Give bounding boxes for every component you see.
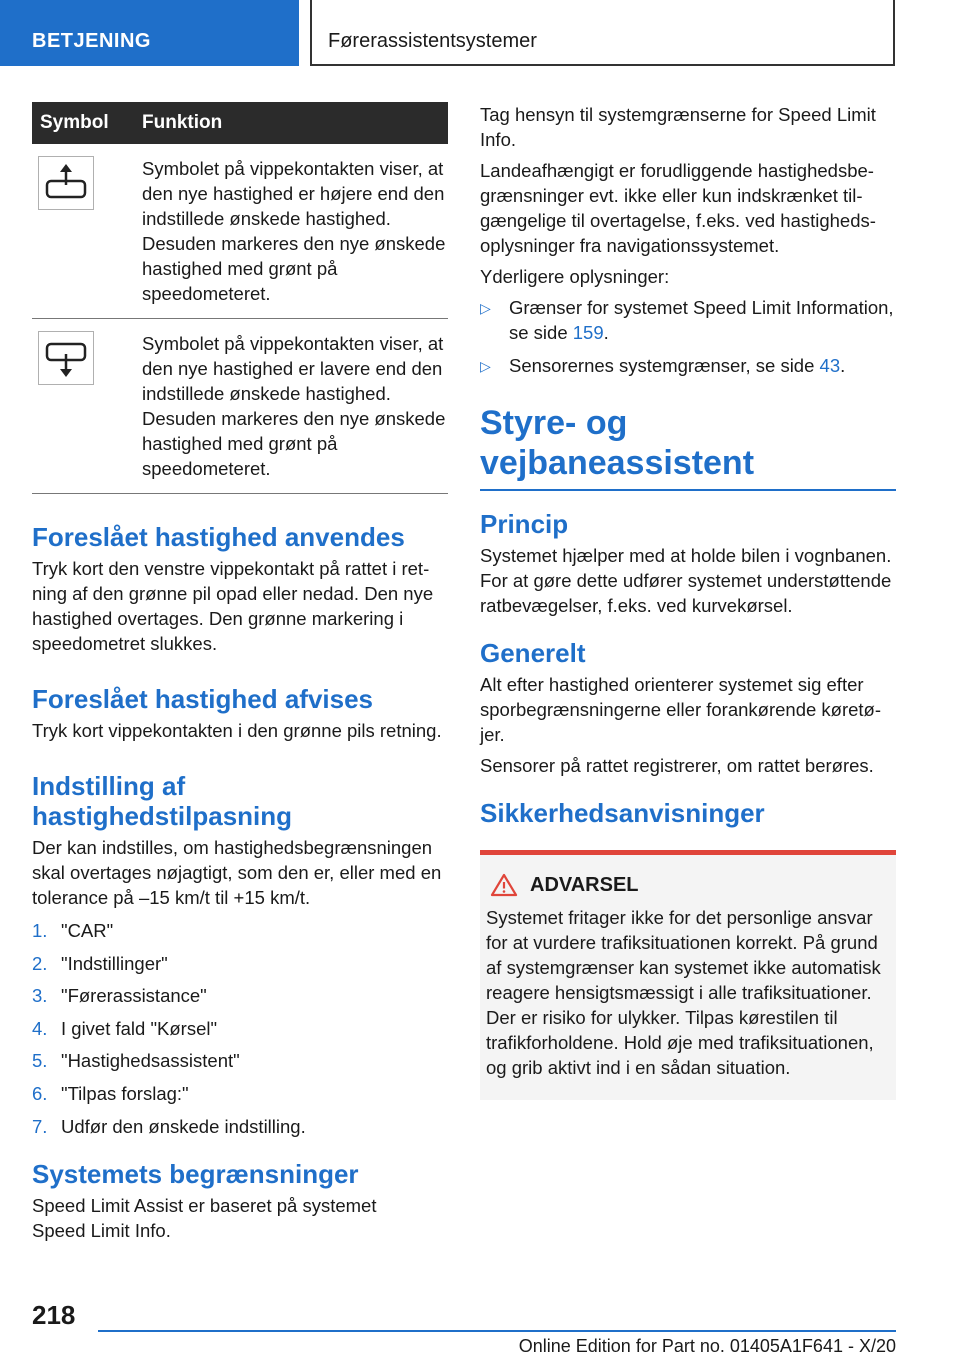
- heading-limits: Systemets begrænsninger: [32, 1158, 359, 1189]
- heading-reject: Foreslået hastighed afvises: [32, 684, 374, 714]
- triangle-bullet-icon: ▷: [480, 300, 491, 316]
- list-item: 2. "Indstillinger": [32, 952, 168, 974]
- page-header: [0, 0, 960, 66]
- reference-list: [480, 295, 896, 379]
- list-item: 5. "Hastighedsassistent": [32, 1050, 240, 1072]
- paragraph-accept: Tryk kort den venstre vippekontakt på rattet i retning af den grønne pil opad eller nedad. Den nye hastighed overtages. Den grønne markering i speedometret slukkes.: [32, 558, 434, 654]
- col-symbol-header: Symbol: [32, 102, 142, 144]
- paragraph-principle: Systemet hjælper med at holde bilen i vognbanen. For at gøre dette udfører systemet understøttende ratbevægelser, f.eks. ved kurvekørsel.: [480, 545, 892, 616]
- heading-principle: Princip: [480, 509, 569, 539]
- paragraph-general-2: Sensorer på rattet registrerer, om rattet berøres.: [480, 755, 874, 776]
- heading-safety: Sikkerhedsanvisninger: [480, 798, 765, 828]
- left-column: [32, 102, 448, 1249]
- list-item: 7. Udfør den ønskede indstilling.: [32, 1115, 306, 1137]
- list-item: 6. "Tilpas forslag:": [32, 1082, 189, 1104]
- paragraph-reject: Tryk kort vippekontakten i den grønne pils retning.: [32, 720, 442, 741]
- right-column: [480, 102, 896, 1100]
- heading-accept: Foreslået hastighed anvendes: [32, 522, 405, 552]
- triangle-bullet-icon: ▷: [480, 358, 491, 374]
- list-item: 4. I givet fald "Kørsel": [32, 1017, 218, 1039]
- footer-divider: [98, 1330, 896, 1332]
- heading-main: Styre- og vejbaneassistent: [480, 403, 896, 491]
- symbol-table: [32, 102, 448, 494]
- warning-triangle-icon: [490, 873, 518, 897]
- warning-box: [480, 850, 896, 1100]
- table-row: [32, 319, 448, 494]
- paragraph-3: Yderligere oplysninger:: [480, 266, 670, 287]
- warning-title: ADVARSEL: [530, 873, 639, 896]
- paragraph-setting: Der kan indstilles, om hastighedsbegrænsningen skal overtages nøjagtigt, som den er, eller med en tolerance på –15 km/t til +15 km/t.: [32, 837, 442, 908]
- list-item: ▷ Grænser for systemet Speed Limit Information, se side 159.: [480, 297, 894, 343]
- paragraph-limits: Speed Limit Assist er baseret på systemet Speed Limit Info.: [32, 1194, 377, 1241]
- footer-edition: Online Edition for Part no. 01405A1F641 - X/20: [518, 1336, 896, 1356]
- speed-down-icon: [38, 331, 94, 385]
- warning-text: Systemet fritager ikke for det personlige ansvar for at vurdere trafiksituationen korrekt. På grund af systemgrænser kan systemet ikke automatisk reagere hensigtsmæssigt i alle trafiksituationer. Der er risiko for ulykker. Tilpas kørestilen til trafikforholdene. Hold øje med trafiksituationen, og grib aktivt ind i en sådan situation.: [486, 907, 881, 1078]
- paragraph-general-1: Alt efter hastighed orienterer systemet sig efter sporbegrænsningerne eller forankørende køretøjer.: [480, 674, 882, 745]
- paragraph-2: Landeafhængigt er forudliggende hastighedsbegrænsninger evt. ikke eller kun indskrænket tilgængelige til overtagelse, f.eks. ved hastighedsoplysninger fra navigationssystemet.: [480, 160, 876, 256]
- steps-list: [32, 918, 448, 1139]
- chapter-title: Førerassistentsystemer: [310, 0, 895, 66]
- speed-up-icon: [38, 156, 94, 210]
- list-item: 1. "CAR": [32, 920, 114, 941]
- row-text: Symbolet på vippekontakten viser, at den nye hastighed er højere end den indstillede ønskede hastighed. Desuden markeres den nye ønskede hastighed med grønt på speedometeret.: [142, 144, 448, 319]
- col-function-header: Funktion: [142, 102, 448, 144]
- heading-setting: Indstilling af hastighedstilpasning: [32, 771, 293, 831]
- heading-general: Generelt: [480, 638, 586, 668]
- table-row: [32, 144, 448, 319]
- paragraph-1: Tag hensyn til systemgrænserne for Speed Limit Info.: [480, 104, 876, 150]
- page-link-159[interactable]: 159: [572, 322, 604, 343]
- list-item: ▷ Sensorernes systemgrænser, se side 43.: [480, 353, 896, 379]
- page-link-43[interactable]: 43: [819, 355, 841, 376]
- section-tab[interactable]: BETJENING: [0, 0, 299, 66]
- list-item: 3. "Førerassistance": [32, 985, 207, 1007]
- page-number: 218: [32, 1300, 76, 1330]
- row-text: Symbolet på vippekontakten viser, at den nye hastighed er lavere end den indstillede ønskede hastighed. Desuden markeres den nye ønskede hastighed med grønt på speedometeret.: [142, 319, 448, 494]
